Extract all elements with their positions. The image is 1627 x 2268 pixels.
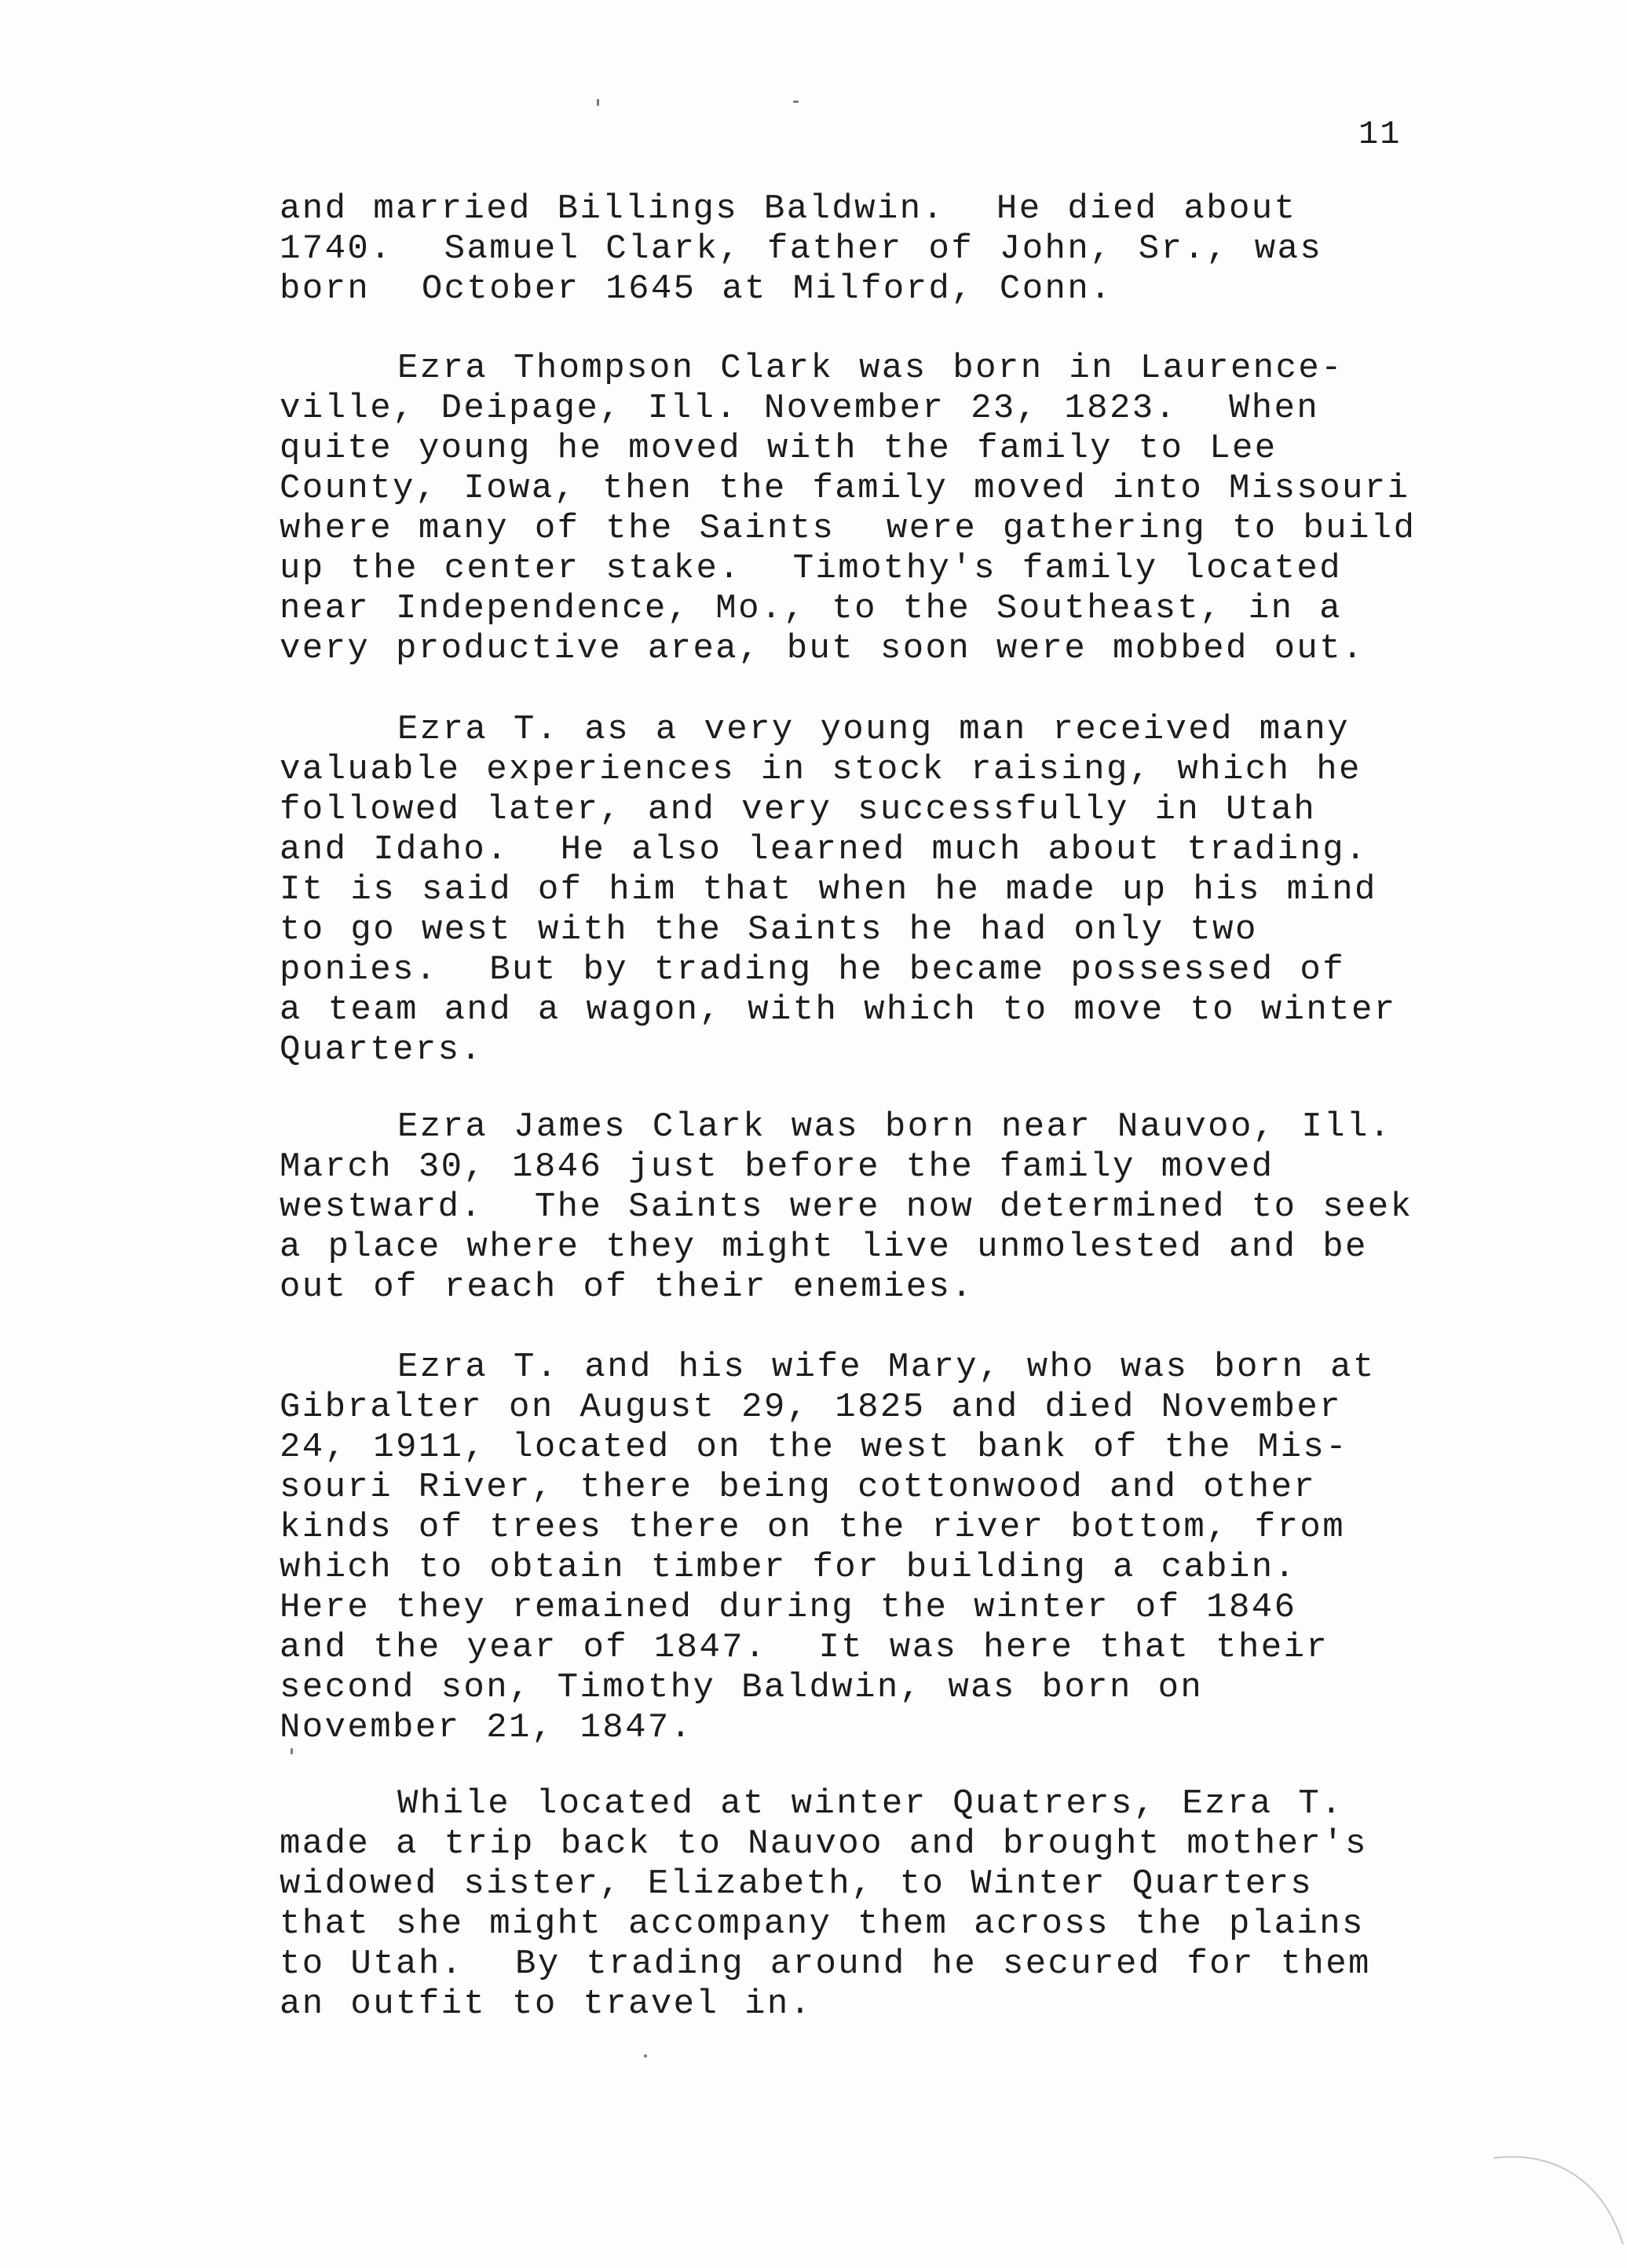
text-line: Ezra T. as a very young man received many	[397, 710, 1350, 749]
text-line: Here they remained during the winter of 1846	[280, 1588, 1297, 1627]
scan-speck	[597, 99, 599, 106]
text-line: followed later, and very successfully in Utah	[280, 790, 1317, 829]
text-line: County, Iowa, then the family moved into Missouri	[280, 469, 1410, 508]
text-line: widowed sister, Elizabeth, to Winter Quarters	[280, 1864, 1314, 1904]
text-line: March 30, 1846 just before the family moved	[280, 1147, 1274, 1187]
text-line: Gibralter on August 29, 1825 and died November	[280, 1388, 1342, 1427]
text-line: to go west with the Saints he had only two	[280, 910, 1258, 949]
text-line: out of reach of their enemies.	[280, 1268, 974, 1307]
text-line: Quarters.	[280, 1030, 484, 1070]
text-line: an outfit to travel in.	[280, 1985, 813, 2024]
text-line: to Utah. By trading around he secured for them	[280, 1944, 1371, 1984]
text-line: quite young he moved with the family to Lee	[280, 429, 1278, 468]
text-line: where many of the Saints were gathering to build	[280, 509, 1417, 548]
text-line: westward. The Saints were now determined to seek	[280, 1187, 1413, 1227]
page-number: 11	[1358, 115, 1402, 153]
scan-speck	[291, 1748, 293, 1754]
paragraph-5	[280, 1348, 1505, 1748]
text-line: and the year of 1847. It was here that their	[280, 1628, 1329, 1667]
text-line: and married Billings Baldwin. He died about	[280, 189, 1297, 229]
text-line: and Idaho. He also learned much about trading.	[280, 830, 1368, 869]
paragraph-1	[280, 189, 1505, 309]
text-line: It is said of him that when he made up his mind	[280, 870, 1377, 909]
scan-speck	[644, 2054, 647, 2058]
text-line: Ezra James Clark was born near Nauvoo, Ill.	[397, 1107, 1392, 1147]
text-line: very productive area, but soon were mobbed out.	[280, 629, 1365, 668]
text-line: kinds of trees there on the river bottom, from	[280, 1508, 1345, 1547]
text-line: born October 1645 at Milford, Conn.	[280, 269, 1113, 309]
text-line: Ezra T. and his wife Mary, who was born at	[397, 1348, 1376, 1387]
text-line: up the center stake. Timothy's family located	[280, 549, 1342, 588]
text-line: November 21, 1847.	[280, 1708, 693, 1747]
text-line: made a trip back to Nauvoo and brought mother's	[280, 1824, 1368, 1864]
text-line: souri River, there being cottonwood and other	[280, 1468, 1317, 1507]
scan-speck	[793, 101, 799, 103]
text-line: ville, Deipage, Ill. November 23, 1823. When	[280, 389, 1320, 428]
text-line: While located at winter Quatrers, Ezra T.	[397, 1784, 1344, 1824]
paragraph-4	[280, 1107, 1505, 1308]
text-line: that she might accompany them across the plains	[280, 1904, 1365, 1944]
text-line: ponies. But by trading he became possessed of	[280, 950, 1345, 990]
text-line: which to obtain timber for building a cabin.	[280, 1548, 1297, 1587]
text-line: 1740. Samuel Clark, father of John, Sr., was	[280, 229, 1323, 269]
text-line: near Independence, Mo., to the Southeast, in a	[280, 589, 1342, 628]
page-corner-crease	[1486, 2134, 1627, 2268]
text-line: valuable experiences in stock raising, which he	[280, 750, 1362, 789]
paragraph-2	[280, 349, 1505, 669]
text-line: second son, Timothy Baldwin, was born on	[280, 1668, 1204, 1707]
text-line: a team and a wagon, with which to move to winter	[280, 990, 1397, 1030]
paragraph-3	[280, 710, 1505, 1070]
text-line: 24, 1911, located on the west bank of the Mis-	[280, 1428, 1348, 1467]
paragraph-6	[280, 1784, 1505, 2025]
text-line: Ezra Thompson Clark was born in Laurence-	[397, 349, 1344, 388]
text-line: a place where they might live unmolested and be	[280, 1227, 1368, 1267]
